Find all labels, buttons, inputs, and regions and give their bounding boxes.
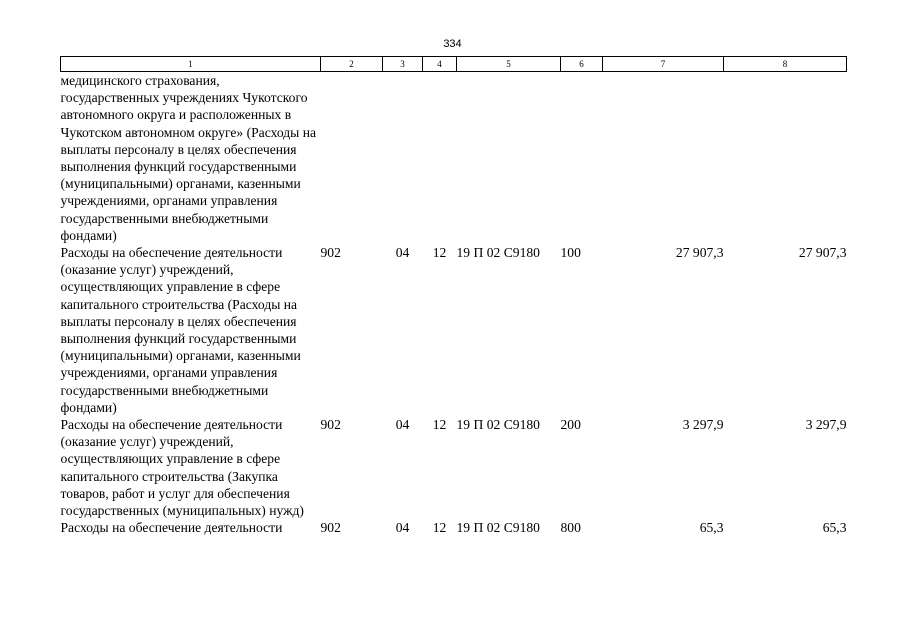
row-ministry: 902	[320, 520, 341, 536]
table-row	[61, 72, 847, 245]
row-amount-2: 65,3	[822, 520, 847, 536]
row-subsection: 12	[432, 245, 447, 261]
row-amount-1: 3 297,9	[682, 417, 724, 433]
header-col-4: 4	[423, 57, 457, 72]
header-col-3: 3	[383, 57, 423, 72]
row-ministry: 902	[320, 417, 341, 433]
row-name: Расходы на обеспечение деятельности	[60, 520, 283, 536]
row-expense-type	[561, 72, 603, 245]
row-section: 04	[395, 417, 410, 433]
row-amount-2	[724, 72, 847, 245]
row-expense-type: 800	[560, 520, 581, 536]
page-number: 334	[443, 38, 462, 50]
row-name: Расходы на обеспечение деятельности (оказание услуг) учреждений, осуществляющих управление в сфере капитального строительства (Расходы на выплаты персоналу в целях обеспечения выполнения функций государственными (муниципальными) органами, казенными учреждениями, органами управления государственными внебюджетными фондами)	[60, 245, 301, 415]
row-amount-1: 27 907,3	[675, 245, 724, 261]
row-subsection	[423, 72, 457, 245]
row-target	[457, 72, 561, 245]
table-row	[61, 244, 847, 416]
header-col-2: 2	[321, 57, 383, 72]
row-subsection: 12	[432, 417, 447, 433]
budget-table	[60, 56, 847, 536]
row-ministry: 902	[320, 245, 341, 261]
row-target: 19 П 02 С9180	[456, 245, 540, 261]
header-col-1: 1	[61, 57, 321, 72]
row-ministry	[321, 72, 383, 245]
row-expense-type: 100	[560, 245, 581, 261]
header-col-8: 8	[724, 57, 847, 72]
row-section: 04	[395, 245, 410, 261]
row-target: 19 П 02 С9180	[456, 520, 540, 536]
header-col-7: 7	[603, 57, 724, 72]
header-row	[61, 57, 847, 72]
row-subsection: 12	[432, 520, 447, 536]
header-col-6: 6	[561, 57, 603, 72]
row-target: 19 П 02 С9180	[456, 417, 540, 433]
row-section: 04	[395, 520, 410, 536]
row-expense-type: 200	[560, 417, 581, 433]
table-row	[61, 519, 847, 536]
row-amount-2: 3 297,9	[805, 417, 847, 433]
row-amount-1	[603, 72, 724, 245]
header-col-5: 5	[457, 57, 561, 72]
row-name: Расходы на обеспечение деятельности (оказание услуг) учреждений, осуществляющих управление в сфере капитального строительства (Закупка товаров, работ и услуг для обеспечения государственных (муниципальных) нужд)	[60, 417, 304, 519]
row-name: медицинского страхования, государственных учреждениях Чукотского автономного округа и расположенных в Чукотском автономном округе» (Расходы на выплаты персоналу в целях обеспечения выполнения функций государственными (муниципальными) органами, казенными учреждениями, органами управления государственными внебюджетными фондами)	[60, 73, 317, 243]
row-amount-1: 65,3	[699, 520, 724, 536]
table-row	[61, 416, 847, 519]
row-amount-2: 27 907,3	[798, 245, 847, 261]
row-section	[383, 72, 423, 245]
